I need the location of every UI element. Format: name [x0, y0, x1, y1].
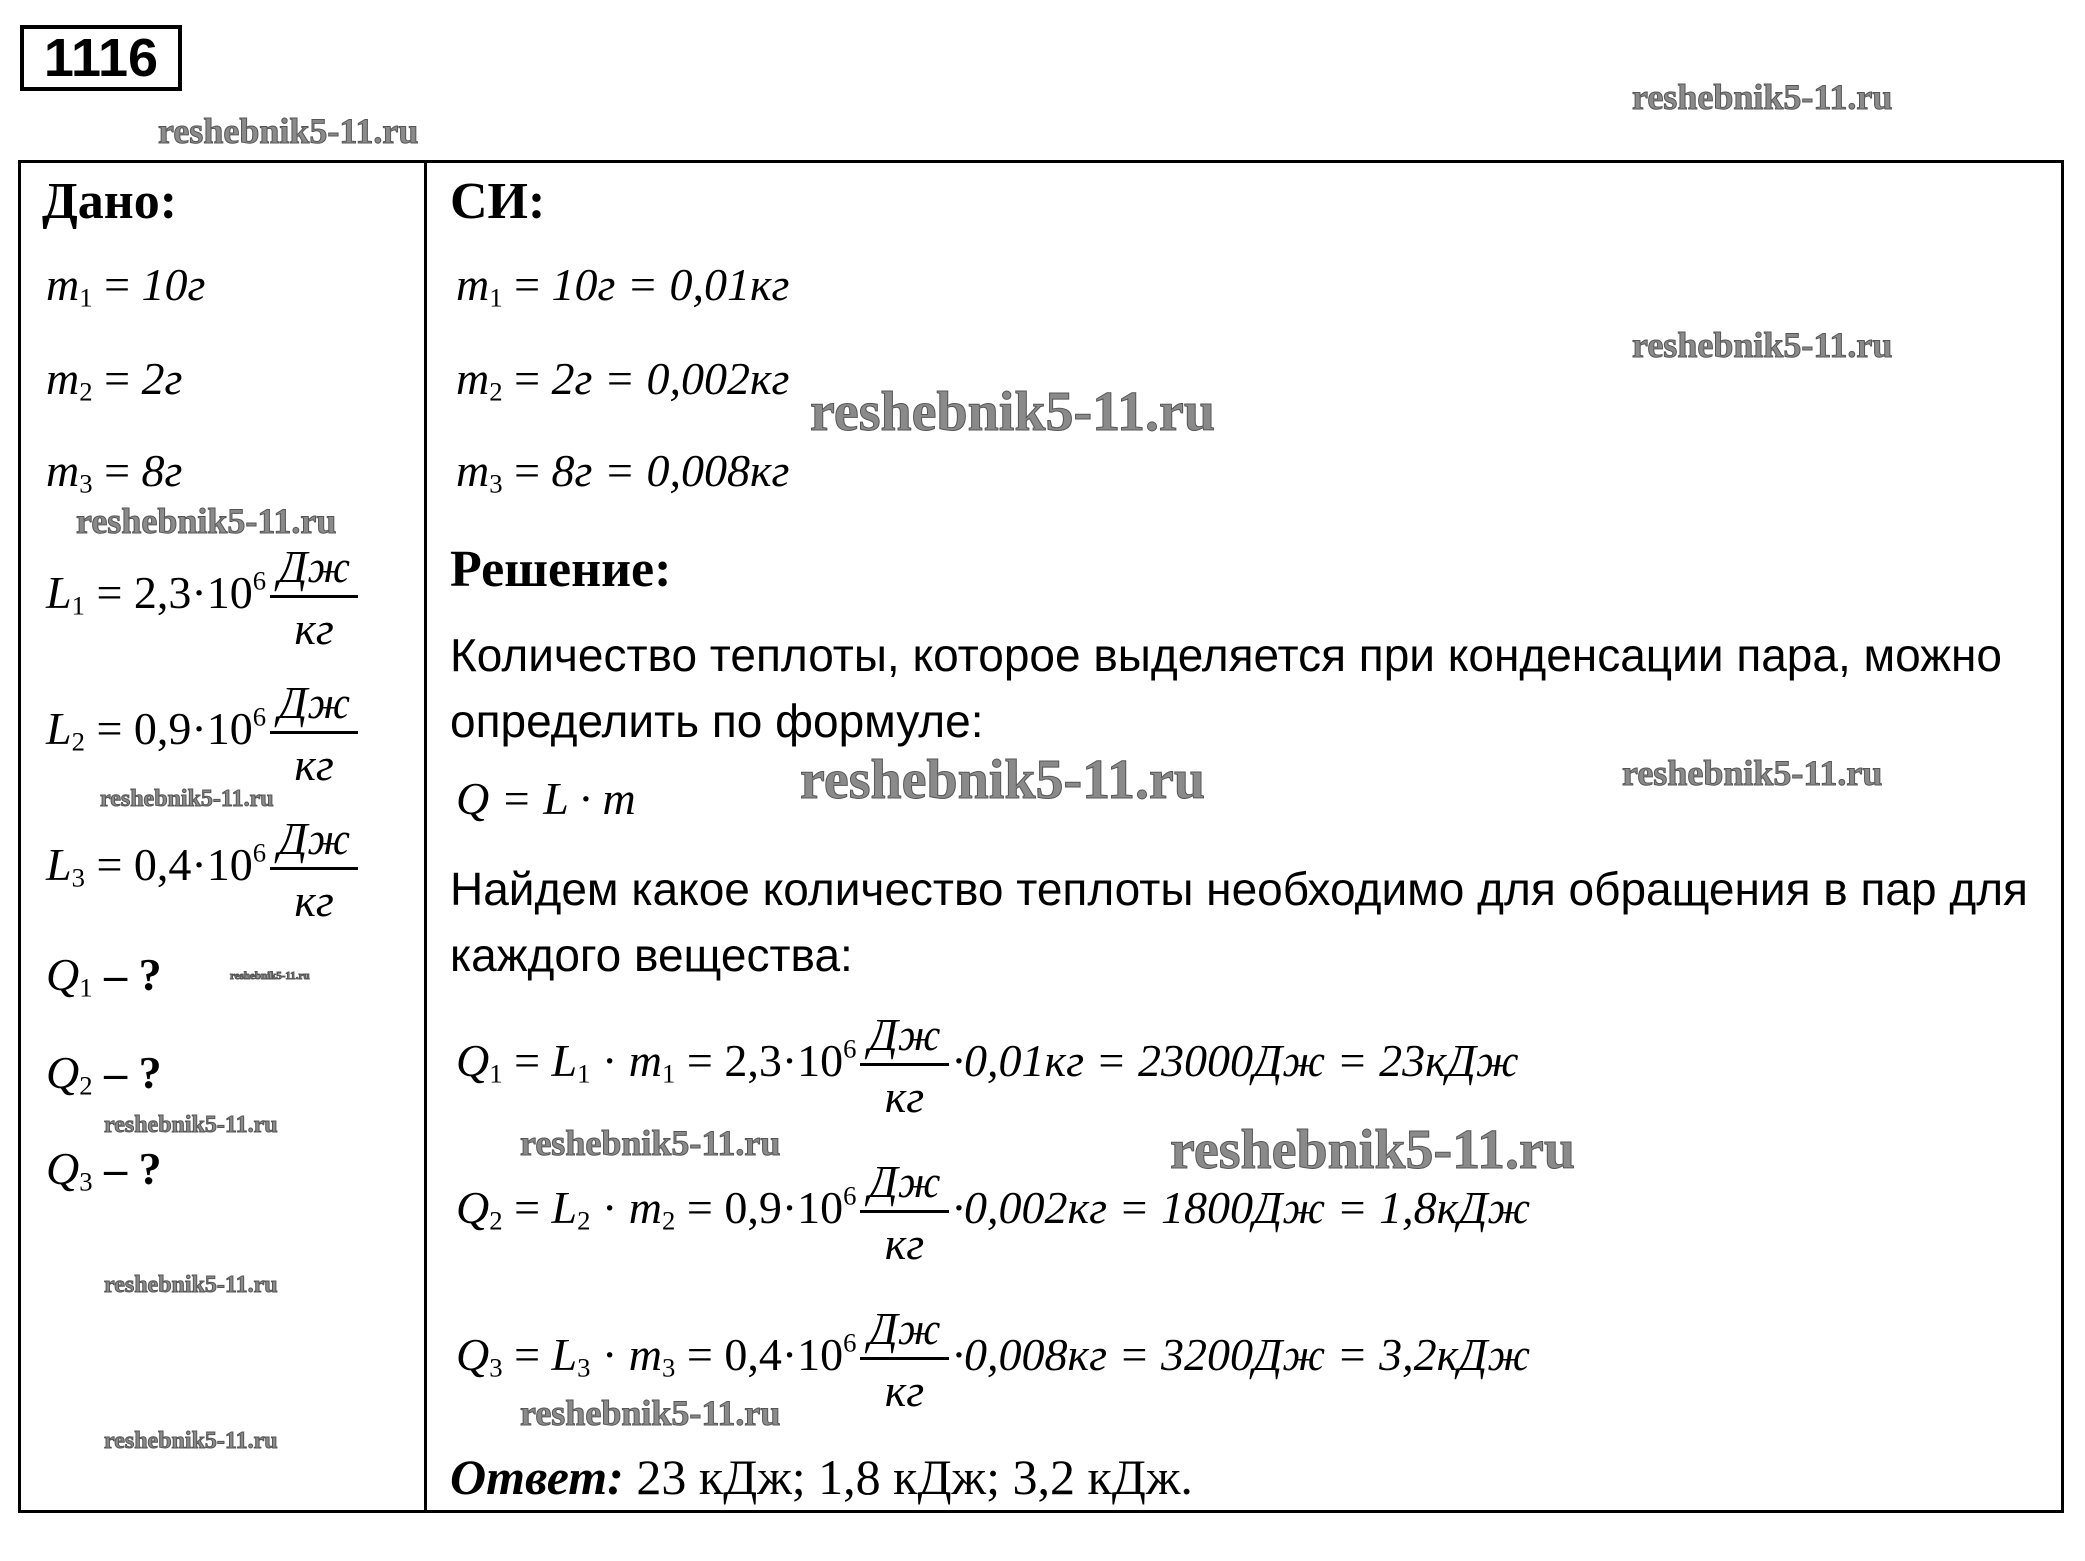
solution-q1-exp: 6 — [843, 1033, 857, 1064]
given-L1-value: 2,3·10 — [133, 567, 253, 619]
problem-number: 1116 — [20, 25, 182, 91]
watermark: reshebnik5-11.ru — [1632, 77, 1893, 117]
solution-q2-exp: 6 — [843, 1180, 857, 1211]
unknown-Q2: $Q_2$ – ? — [46, 1047, 162, 1101]
given-L3-unit-den: кг — [270, 867, 358, 927]
si-m2: $m_2 = 2г = 0,002кг$ — [456, 353, 790, 407]
given-m3-value: 8г — [141, 445, 183, 496]
given-L3: $L_3 = 0,4\cdot 10^6$ $\frac{Дж}{кг}$ — [46, 812, 362, 927]
given-m2-value: 2г — [141, 353, 183, 404]
answer — [450, 1448, 1193, 1506]
si-m3-value: 8г = 0,008кг — [551, 445, 790, 496]
given-m1: $m_1 = 10г$ — [46, 259, 206, 313]
answer-label: Ответ: — [450, 1449, 624, 1505]
given-L2-unit-den: кг — [270, 731, 358, 791]
unknown-Q3-mark: – ? — [104, 1143, 162, 1194]
solution-q1-unit-num: Дж — [868, 1009, 941, 1060]
given-L2-unit-num: Дж — [278, 677, 351, 728]
solution-q3-exp: 6 — [843, 1327, 857, 1358]
watermark: reshebnik5-11.ru — [800, 749, 1206, 811]
given-L1-unit-den: кг — [270, 595, 358, 655]
column-divider — [424, 160, 427, 1513]
unknown-Q3: $Q_3$ – ? — [46, 1143, 162, 1197]
si-m1: $m_1 = 10г = 0,01кг$ — [456, 259, 790, 313]
given-m3: $m_3 = 8г$ — [46, 445, 183, 499]
given-L2: $L_2 = 0,9\cdot 10^6$ $\frac{Дж}{кг}$ — [46, 676, 362, 791]
solution-text-2: Найдем какое количество теплоты необходимо для обращения в пар для каждого вещества: — [450, 863, 2028, 981]
unknown-Q1-mark: – ? — [104, 949, 162, 1000]
given-L3-unit-num: Дж — [278, 813, 351, 864]
watermark: reshebnik5-11.ru — [76, 501, 337, 541]
solution-q1-left: = 2,3·10 — [686, 1035, 844, 1087]
solution-q1: $Q_1 = L_1 \cdot m_1 = 2,3\cdot 10^6$ $\frac{Дж}{кг}$ ·0,01кг = 23000Дж = 23кДж — [456, 1009, 1519, 1122]
given-L1: $L_1 = 2,3\cdot 10^6$ $\frac{Дж}{кг}$ — [46, 540, 362, 655]
given-heading: Дано: — [42, 173, 178, 230]
solution-q2: $Q_2 = L_2 \cdot m_2 = 0,9\cdot 10^6$ $\frac{Дж}{кг}$ ·0,002кг = 1800Дж = 1,8кДж — [456, 1156, 1531, 1269]
given-m2: $m_2 = 2г$ — [46, 353, 183, 407]
given-L3-value: 0,4·10 — [133, 839, 253, 891]
watermark: reshebnik5-11.ru — [104, 1272, 278, 1298]
given-L3-exp: 6 — [252, 837, 267, 868]
answer-value: 23 кДж; 1,8 кДж; 3,2 кДж. — [636, 1449, 1193, 1505]
unknown-Q1: $Q_1$ – ? — [46, 949, 162, 1003]
si-m1-value: 10г = 0,01кг — [551, 259, 790, 310]
watermark: reshebnik5-11.ru — [520, 1123, 781, 1163]
solution-q3-right: ·0,008кг = 3200Дж = 3,2кДж — [952, 1329, 1531, 1381]
watermark: reshebnik5-11.ru — [1632, 325, 1893, 365]
watermark: reshebnik5-11.ru — [100, 786, 274, 812]
solution-heading: Решение: — [450, 541, 672, 598]
solution-q2-unit-den: кг — [860, 1210, 948, 1270]
watermark: reshebnik5-11.ru — [158, 111, 419, 151]
watermark: reshebnik5-11.ru — [520, 1393, 781, 1433]
solution-q3-unit-num: Дж — [868, 1303, 941, 1354]
solution-formula: Q = L · m — [456, 773, 636, 824]
given-m1-value: 10г — [141, 259, 206, 310]
watermark: reshebnik5-11.ru — [104, 1112, 278, 1138]
unknown-Q2-mark: – ? — [104, 1047, 162, 1098]
given-L1-unit-num: Дж — [278, 541, 351, 592]
given-L2-value: 0,9·10 — [133, 703, 253, 755]
solution-q3-unit-den: кг — [860, 1357, 948, 1417]
solution-q1-right: ·0,01кг = 23000Дж = 23кДж — [952, 1035, 1519, 1087]
solution-q1-unit-den: кг — [860, 1063, 948, 1123]
solution-q2-left: = 0,9·10 — [686, 1182, 844, 1234]
given-L1-exp: 6 — [252, 565, 267, 596]
watermark: reshebnik5-11.ru — [1622, 753, 1883, 793]
solution-q2-right: ·0,002кг = 1800Дж = 1,8кДж — [952, 1182, 1531, 1234]
solution-q3-left: = 0,4·10 — [686, 1329, 844, 1381]
si-m3: $m_3 = 8г = 0,008кг$ — [456, 445, 790, 499]
solution-text-1: Количество теплоты, которое выделяется при конденсации пара, можно определить по формуле: — [450, 629, 2002, 747]
watermark: reshebnik5-11.ru — [810, 381, 1216, 443]
si-m2-value: 2г = 0,002кг — [551, 353, 790, 404]
solution-q2-unit-num: Дж — [868, 1156, 941, 1207]
si-heading: СИ: — [450, 173, 546, 230]
solution-q3: $Q_3 = L_3 \cdot m_3 = 0,4\cdot 10^6$ $\frac{Дж}{кг}$ ·0,008кг = 3200Дж = 3,2кДж — [456, 1303, 1531, 1416]
watermark: reshebnik5-11.ru — [1170, 1119, 1576, 1181]
watermark: reshebnik5-11.ru — [230, 970, 310, 982]
watermark: reshebnik5-11.ru — [104, 1428, 278, 1454]
given-L2-exp: 6 — [252, 701, 267, 732]
